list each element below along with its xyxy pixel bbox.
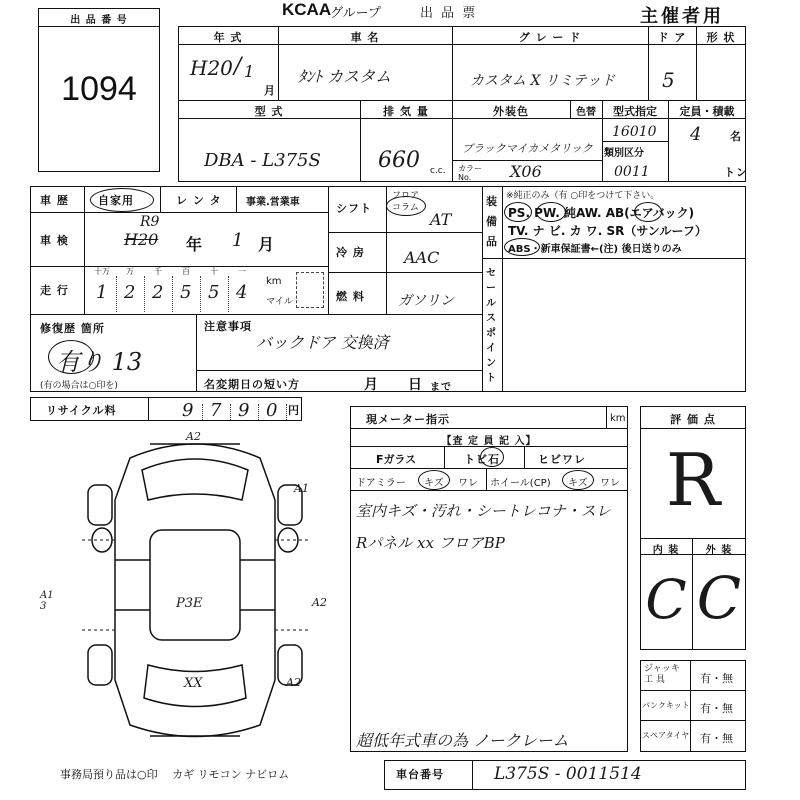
grade-value: カスタム X リミテッド	[470, 73, 615, 89]
equipment-note: ※純正のみ（有 ○印をつけて下さい。	[506, 191, 660, 201]
office-note: 事務局預り品は○印 カギ リモコン ナビロム	[60, 768, 290, 781]
hibi-label: ヒビワレ	[538, 453, 586, 466]
organizer-label: 主催者用	[640, 6, 724, 27]
recycle-digit: 9	[238, 400, 250, 421]
recycle-digit: 7	[210, 400, 222, 421]
repair-circle	[48, 340, 94, 374]
ab-circle	[634, 202, 662, 222]
chassis-value: L375S - 0011514	[494, 764, 642, 784]
door-mirror-label: ドアミラー	[356, 478, 406, 489]
period-made: まで	[430, 382, 452, 393]
ps-circle	[504, 202, 532, 222]
grade-header: グ レ ー ド	[518, 31, 582, 44]
mileage-digit: 2	[152, 282, 164, 303]
month-value: 1	[244, 62, 255, 81]
exterior-label: 外 装	[705, 545, 733, 556]
mileage-digit: 5	[180, 282, 192, 303]
shaken-reiwa: R9	[140, 214, 160, 230]
inspector-note-3: 超低年式車の為 ノークレーム	[356, 731, 569, 750]
lot-label: 出 品 番 号	[70, 15, 128, 26]
displacement-value: 660	[378, 148, 420, 173]
recycle-digit: 9	[182, 400, 194, 421]
tobi-circle	[480, 447, 504, 467]
puncture-options: 有・無	[700, 702, 733, 715]
inspector-note-1: 室内キズ・汚れ・シートレコナ・スレ	[356, 502, 611, 520]
score-value: R	[665, 438, 721, 522]
doors-value: 5	[662, 68, 675, 92]
history-business: 事業.営業車	[246, 197, 300, 208]
shift-column: コラム	[392, 203, 419, 213]
shaken-month-unit: 月	[258, 235, 276, 254]
period-day-unit: 日	[408, 377, 423, 393]
doors-header: ド ア	[657, 31, 687, 44]
door-mirror-ware: ワレ	[458, 478, 478, 489]
cautions-value: バックドア 交換済	[256, 333, 389, 352]
score-label: 評 価 点	[670, 413, 716, 426]
inspector-header: 【査 定 員 記 入】	[441, 436, 537, 447]
shift-circle	[386, 196, 426, 216]
model-cert-header: 型式指定	[613, 105, 657, 118]
mileage-digit: 1	[96, 282, 108, 303]
door-mirror-kizu-circle	[418, 470, 450, 490]
period-label: 名変期日の短い方	[204, 378, 300, 391]
f-glass-label: Fガラス	[376, 453, 417, 466]
equipment-line1: PS. PW. 純AW. AB(エアバック)	[508, 206, 695, 220]
shaken-heisei-struck: H20	[124, 230, 159, 249]
exterior-score: C	[696, 564, 742, 632]
shaken-year-unit: 年	[186, 235, 204, 254]
class-div-label: 類別区分	[604, 148, 644, 159]
spare-label: スペアタイヤ	[642, 731, 690, 740]
pw-circle	[536, 202, 566, 222]
capacity-header: 定員・積載	[679, 105, 735, 118]
cautions-label: 注意事項	[204, 320, 252, 333]
mileage-digit: 2	[124, 282, 136, 303]
cc-unit: c.c.	[430, 166, 446, 176]
mile-unit: マイル	[266, 297, 293, 307]
mileage-unit-label: 千	[154, 267, 162, 276]
car-diagram	[70, 430, 320, 750]
meter-label: 現メーター指示	[366, 413, 450, 426]
color-header: 外装色	[493, 105, 529, 118]
model-value: DBA - L375S	[204, 150, 321, 171]
mileage-digit: 4	[236, 282, 248, 303]
history-private: 自家用	[98, 194, 134, 207]
recycle-label: リサイクル料	[46, 404, 117, 417]
puncture-label: パンクキット	[642, 701, 690, 710]
history-rental: レ ン タ	[176, 194, 222, 207]
wheel-kizu: キズ	[568, 478, 588, 489]
aircon-value: AAC	[404, 248, 440, 267]
abs-circle	[504, 238, 540, 256]
fuel-label: 燃 料	[336, 290, 365, 303]
mileage-unit-label: 十万	[94, 267, 110, 276]
km-unit: km	[266, 276, 282, 287]
shift-label: シフト	[336, 202, 372, 215]
repair-note: (有の場合は○印を)	[40, 381, 118, 391]
displacement-header: 排 気 量	[383, 105, 429, 118]
recycle-yen: 円	[288, 404, 299, 417]
car-name-value: ﾀﾝﾄ カスタム	[298, 67, 392, 86]
interior-label: 内 装	[652, 545, 680, 556]
capacity-value: 4	[690, 124, 702, 145]
repair-value: 有り 13	[56, 348, 143, 376]
model-cert-value: 16010	[612, 124, 657, 140]
inspector-note-2: Rパネル xx フロアBP	[356, 534, 505, 552]
tobi-label: トビ石	[464, 453, 500, 466]
aircon-label: 冷 房	[336, 246, 365, 259]
damage-mark-roof: P3E	[176, 596, 203, 611]
damage-mark-left: A1 3	[40, 590, 54, 612]
shaken-label: 車 検	[40, 234, 69, 247]
equipment-label: 装備品	[486, 195, 498, 248]
history-label: 車 歴	[40, 194, 69, 207]
year-header: 年 式	[213, 31, 243, 44]
year-slash: /	[234, 54, 242, 79]
door-mirror-kizu: キズ	[424, 478, 444, 489]
month-unit: 月	[264, 84, 276, 97]
period-month-unit: 月	[364, 377, 379, 393]
damage-mark-rear-right: A2	[286, 676, 301, 689]
mileage-check-box	[296, 272, 324, 308]
color-value: ブラックマイカメタリック	[462, 142, 593, 155]
meter-km: km	[610, 413, 626, 424]
damage-mark-front: A2	[186, 430, 201, 443]
color-no-label: カラー No.	[458, 164, 482, 182]
persons-unit: 名	[730, 130, 742, 143]
ton-unit: トン	[724, 166, 748, 179]
class-div-value: 0011	[614, 164, 650, 180]
fuel-value: ガソリン	[398, 293, 454, 309]
spare-options: 有・無	[700, 732, 733, 745]
jack-label: ジャッキ 工 具	[644, 664, 680, 685]
shift-floor: フロア	[392, 191, 420, 201]
body-header: 形 状	[706, 31, 736, 44]
mileage-unit-label: 一	[238, 267, 246, 276]
wheel-label: ホイール(CP)	[490, 478, 551, 489]
mileage-unit-label: 百	[182, 267, 190, 276]
wheel-ware: ワレ	[600, 478, 620, 489]
lot-number: 1094	[61, 70, 137, 108]
wheel-kizu-circle	[562, 470, 594, 490]
repair-label: 修復歴 箇所	[40, 322, 105, 335]
shift-value: AT	[430, 210, 452, 229]
car-name-header: 車 名	[350, 31, 380, 44]
recycle-digit: 0	[266, 400, 278, 421]
damage-mark-front-right: A1	[294, 482, 309, 495]
model-header: 型 式	[254, 105, 284, 118]
mileage-digit: 5	[208, 282, 220, 303]
equipment-line2: TV. ナ ビ. カ ワ. SR（サンルーフ）	[508, 224, 707, 238]
equipment-line3: ABS・新車保証書←(注) 後日送りのみ	[508, 244, 682, 255]
color-change-header: 色替	[576, 107, 596, 118]
shaken-month: 1	[232, 230, 244, 251]
damage-mark-right: A2	[312, 596, 327, 609]
color-no-value: X06	[510, 162, 542, 181]
chassis-label: 車台番号	[396, 768, 444, 781]
mileage-label: 走 行	[40, 284, 69, 297]
mileage-unit-label: 万	[126, 267, 134, 276]
header-group: グループ	[330, 6, 381, 21]
sales-point-label: セールスポイント	[486, 268, 497, 384]
year-era-value: H20	[190, 56, 233, 80]
jack-options: 有・無	[700, 672, 733, 685]
header-title: 出 品 票	[420, 6, 478, 21]
header-logo: KCAA	[282, 0, 332, 19]
mileage-unit-label: 十	[210, 267, 218, 276]
damage-mark-rear: XX	[184, 676, 203, 691]
private-circle	[90, 188, 154, 212]
interior-score: C	[645, 568, 687, 631]
